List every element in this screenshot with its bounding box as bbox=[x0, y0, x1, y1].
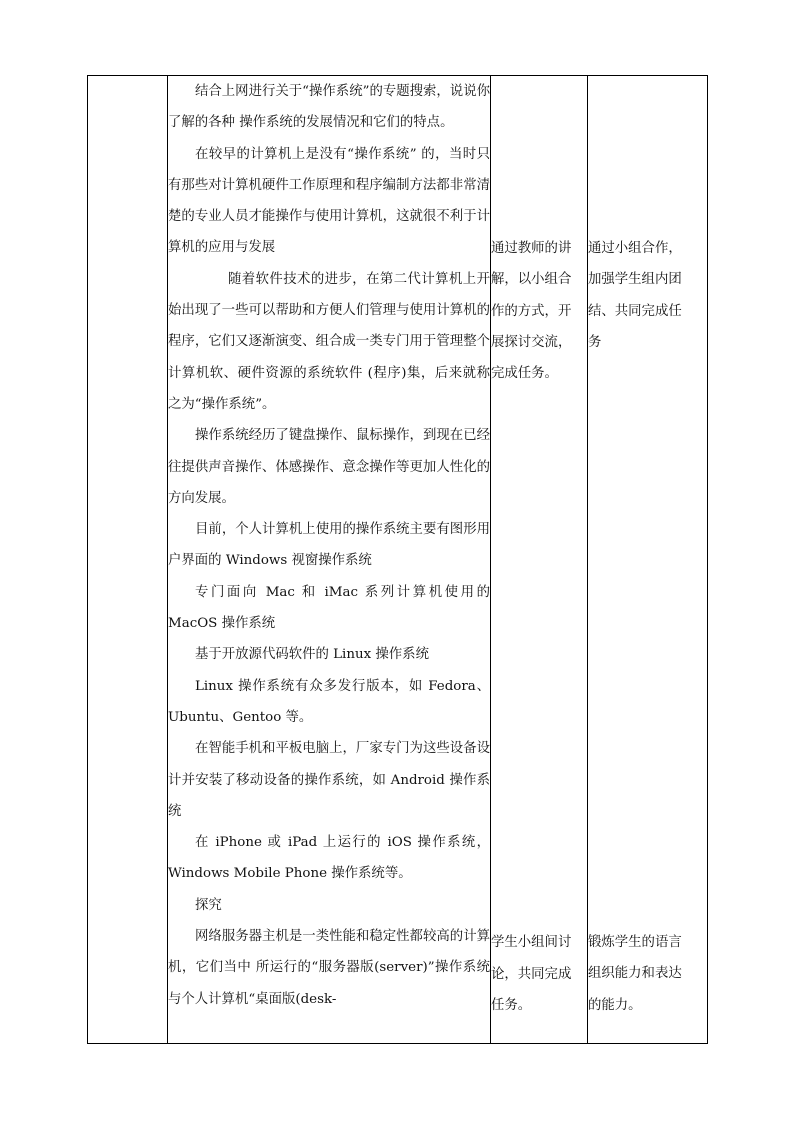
stage-cell bbox=[88, 76, 168, 1044]
text-line: 组织能力和表达 bbox=[588, 966, 682, 982]
paragraph: 结合上网进行关于“操作系统”的专题搜索，说说你了解的各种 操作系统的发展情况和它们的特点。 bbox=[168, 84, 490, 131]
paragraph: 基于开放源代码软件的 Linux 操作系统 bbox=[195, 647, 429, 663]
text-line: 完成任务。 bbox=[491, 366, 558, 382]
paragraph: 专门面向 Mac 和 iMac 系列计算机使用的 MacOS 操作系统 bbox=[168, 584, 490, 632]
text-line: 作的方式，开 bbox=[491, 303, 572, 319]
paragraph: 在 iPhone 或 iPad 上运行的 iOS 操作系统，Windows Mobile Phone 操作系统等。 bbox=[168, 835, 490, 882]
text-line: 学生小组间讨 bbox=[491, 935, 572, 951]
text-line: 务 bbox=[588, 334, 602, 350]
text-line: 通过小组合作， bbox=[588, 241, 682, 256]
paragraph: 在智能手机和平板电脑上，厂家专门为这些设备设计并安装了移动设备的操作系统，如 Android 操作系统 bbox=[168, 741, 490, 819]
paragraph: 在较早的计算机上是没有“操作系统” 的，当时只有那些对计算机硬件工作原理和程序编制方法都非常清楚的专业人员才能操作与使用计算机，这就很不利于计算机的应用与发展 bbox=[168, 146, 490, 256]
text-line: 通过教师的讲 bbox=[491, 241, 572, 256]
text-line: 任务。 bbox=[491, 998, 532, 1014]
content-cell bbox=[168, 76, 491, 1044]
paragraph: 目前，个人计算机上使用的操作系统主要有图形用户界面的 Windows 视窗操作系统 bbox=[168, 522, 490, 569]
lesson-table bbox=[87, 75, 708, 1044]
paragraph: 操作系统经历了键盘操作、鼠标操作，到现在已经往提供声音操作、体感操作、意念操作等更加人性化的方向发展。 bbox=[168, 428, 490, 506]
text-line: 锻炼学生的语言 bbox=[588, 935, 682, 951]
design-intent-1 bbox=[588, 76, 707, 358]
text-line: 展探讨交流， bbox=[491, 334, 572, 350]
text-line: 论，共同完成 bbox=[491, 966, 572, 982]
design-intent-2 bbox=[588, 358, 707, 1021]
teacher-activity-1 bbox=[491, 76, 587, 389]
paragraph: Linux 操作系统有众多发行版本，如 Fedora、Ubuntu、Gentoo 等。 bbox=[168, 678, 490, 725]
paragraph: 探究 bbox=[195, 897, 222, 913]
teacher-activity-2 bbox=[491, 389, 587, 1021]
paragraph: 网络服务器主机是一类性能和稳定性都较高的计算机，它们当中 所运行的“服务器版(server)”操作系统与个人计算机“桌面版(desk- bbox=[168, 929, 490, 1007]
text-line: 结、共同完成任 bbox=[588, 303, 682, 319]
design-intent-cell bbox=[588, 76, 708, 1044]
text-line: 加强学生组内团 bbox=[588, 272, 682, 288]
text-line: 的能力。 bbox=[588, 997, 642, 1013]
teacher-activity-cell bbox=[491, 76, 588, 1044]
paragraph: 随着软件技术的进步，在第二代计算机上开始出现了一些可以帮助和方便人们管理与使用计算机的程序，它们又逐渐演变、组合成一类专门用于管理整个计算机软、硬件资源的系统软件 (程序)集，后来就称之为“操作系统”。 bbox=[168, 271, 490, 412]
text-line: 解，以小组合 bbox=[491, 272, 572, 288]
